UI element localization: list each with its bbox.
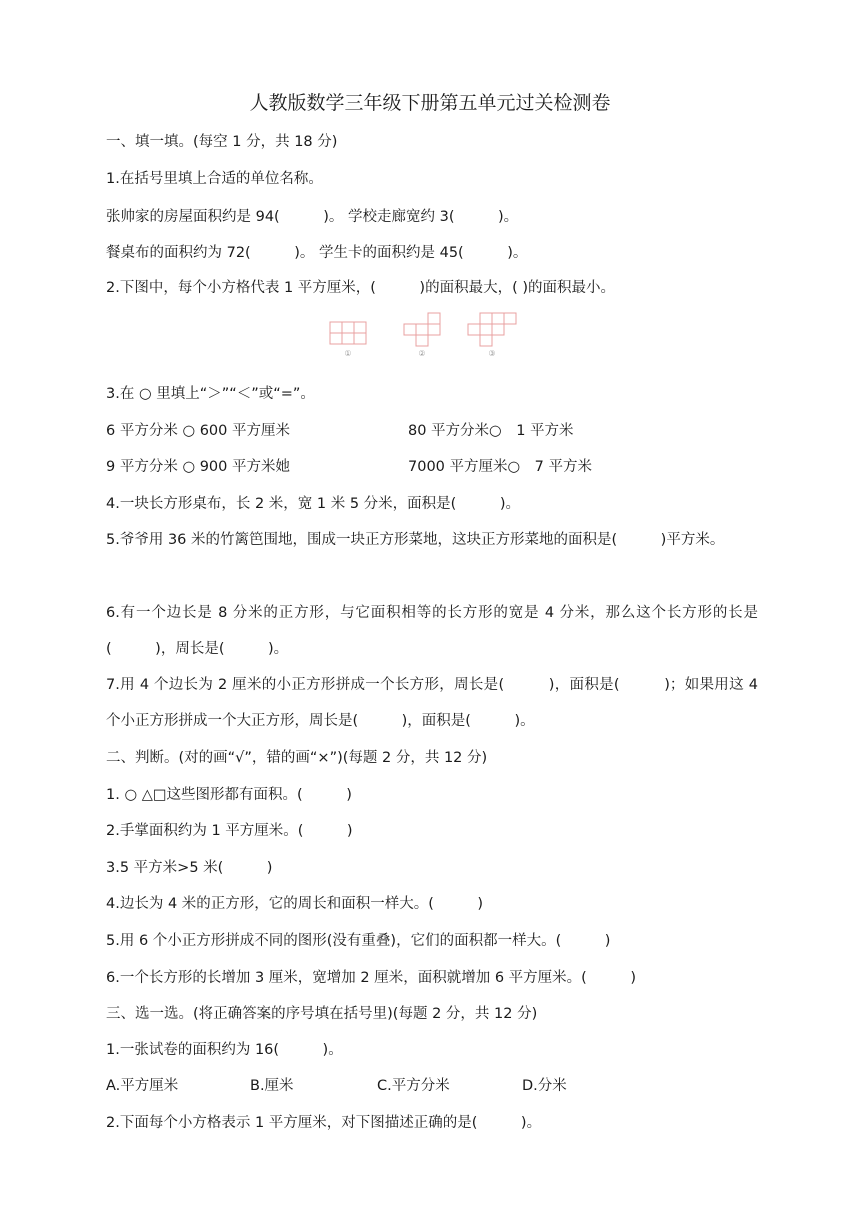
grid-figures-svg: [328, 310, 528, 360]
option-c: C.平方分米: [377, 1078, 450, 1094]
page-title: 人教版数学三年级下册第五单元过关检测卷: [249, 92, 611, 114]
question-1-3-a-right: 80 平方分米○ 1 平方米: [408, 423, 574, 439]
question-2-1: 1. ○ △□这些图形都有面积。( ): [106, 787, 352, 803]
question-2-5: 5.用 6 个小正方形拼成不同的图形(没有重叠)，它们的面积都一样大。( ): [106, 933, 611, 949]
question-2-2: 2.手掌面积约为 1 平方厘米。( ): [106, 823, 353, 839]
question-2-4: 4.边长为 4 米的正方形，它的周长和面积一样大。( ): [106, 896, 484, 912]
question-1-3-a-left: 6 平方分米 ○ 600 平方厘米: [106, 423, 290, 439]
question-3-1: 1.一张试卷的面积约为 16( )。: [106, 1042, 343, 1058]
option-a: A.平方厘米: [106, 1078, 179, 1094]
question-1-1: 1.在括号里填上合适的单位名称。: [106, 171, 323, 187]
question-3-2: 2.下面每个小方格表示 1 平方厘米，对下图描述正确的是( )。: [106, 1115, 542, 1131]
question-1-1-b: 餐桌布的面积约为 72( )。 学生卡的面积约是 45( )。: [106, 245, 528, 261]
figure-2: [404, 313, 440, 346]
question-1-3: 3.在 ○ 里填上“＞”“＜”或“=”。: [106, 386, 315, 402]
figure-3-label: ③: [488, 349, 496, 358]
question-2-6: 6.一个长方形的长增加 3 厘米，宽增加 2 厘米，面积就增加 6 平方厘米。( ): [106, 970, 636, 986]
question-1-1-a: 张帅家的房屋面积约是 94( )。 学校走廊宽约 3( )。: [106, 209, 519, 225]
figure-3: [468, 313, 516, 346]
question-1-3-b-left: 9 平方分米 ○ 900 平方米她: [106, 459, 290, 475]
section3-heading: 三、选一选。(将正确答案的序号填在括号里)(每题 2 分，共 12 分): [106, 1006, 538, 1022]
figure-2-label: ②: [418, 349, 426, 358]
option-b: B.厘米: [250, 1078, 294, 1094]
question-1-2: 2.下图中，每个小方格代表 1 平方厘米，( )的面积最大，( )的面积最小。: [106, 280, 616, 296]
question-1-3-b-right: 7000 平方厘米○ 7 平方米: [408, 459, 592, 475]
figure-1-label: ①: [344, 349, 352, 358]
section2-heading: 二、判断。(对的画“√”，错的画“×”)(每题 2 分，共 12 分): [106, 750, 488, 766]
question-2-3: 3.5 平方米>5 米( ): [106, 860, 273, 876]
question-1-6: 6.有一个边长是 8 分米的正方形，与它面积相等的长方形的宽是 4 分米，那么这个长方形的长是( )，周长是( )。: [106, 605, 758, 657]
section1-heading: 一、填一填。(每空 1 分，共 18 分): [106, 134, 338, 150]
figure-1: [330, 322, 366, 344]
question-1-4: 4.一块长方形桌布，长 2 米，宽 1 米 5 分米，面积是( )。: [106, 496, 520, 512]
question-1-7: 7.用 4 个边长为 2 厘米的小正方形拼成一个长方形，周长是( )，面积是( )；如果用这 4 个小正方形拼成一个大正方形，周长是( )，面积是( )。: [106, 677, 758, 729]
option-d: D.分米: [522, 1078, 567, 1094]
area-figures: [328, 310, 528, 360]
question-1-5: 5.爷爷用 36 米的竹篱笆围地，围成一块正方形菜地，这块正方形菜地的面积是( )平方米。: [106, 532, 725, 548]
